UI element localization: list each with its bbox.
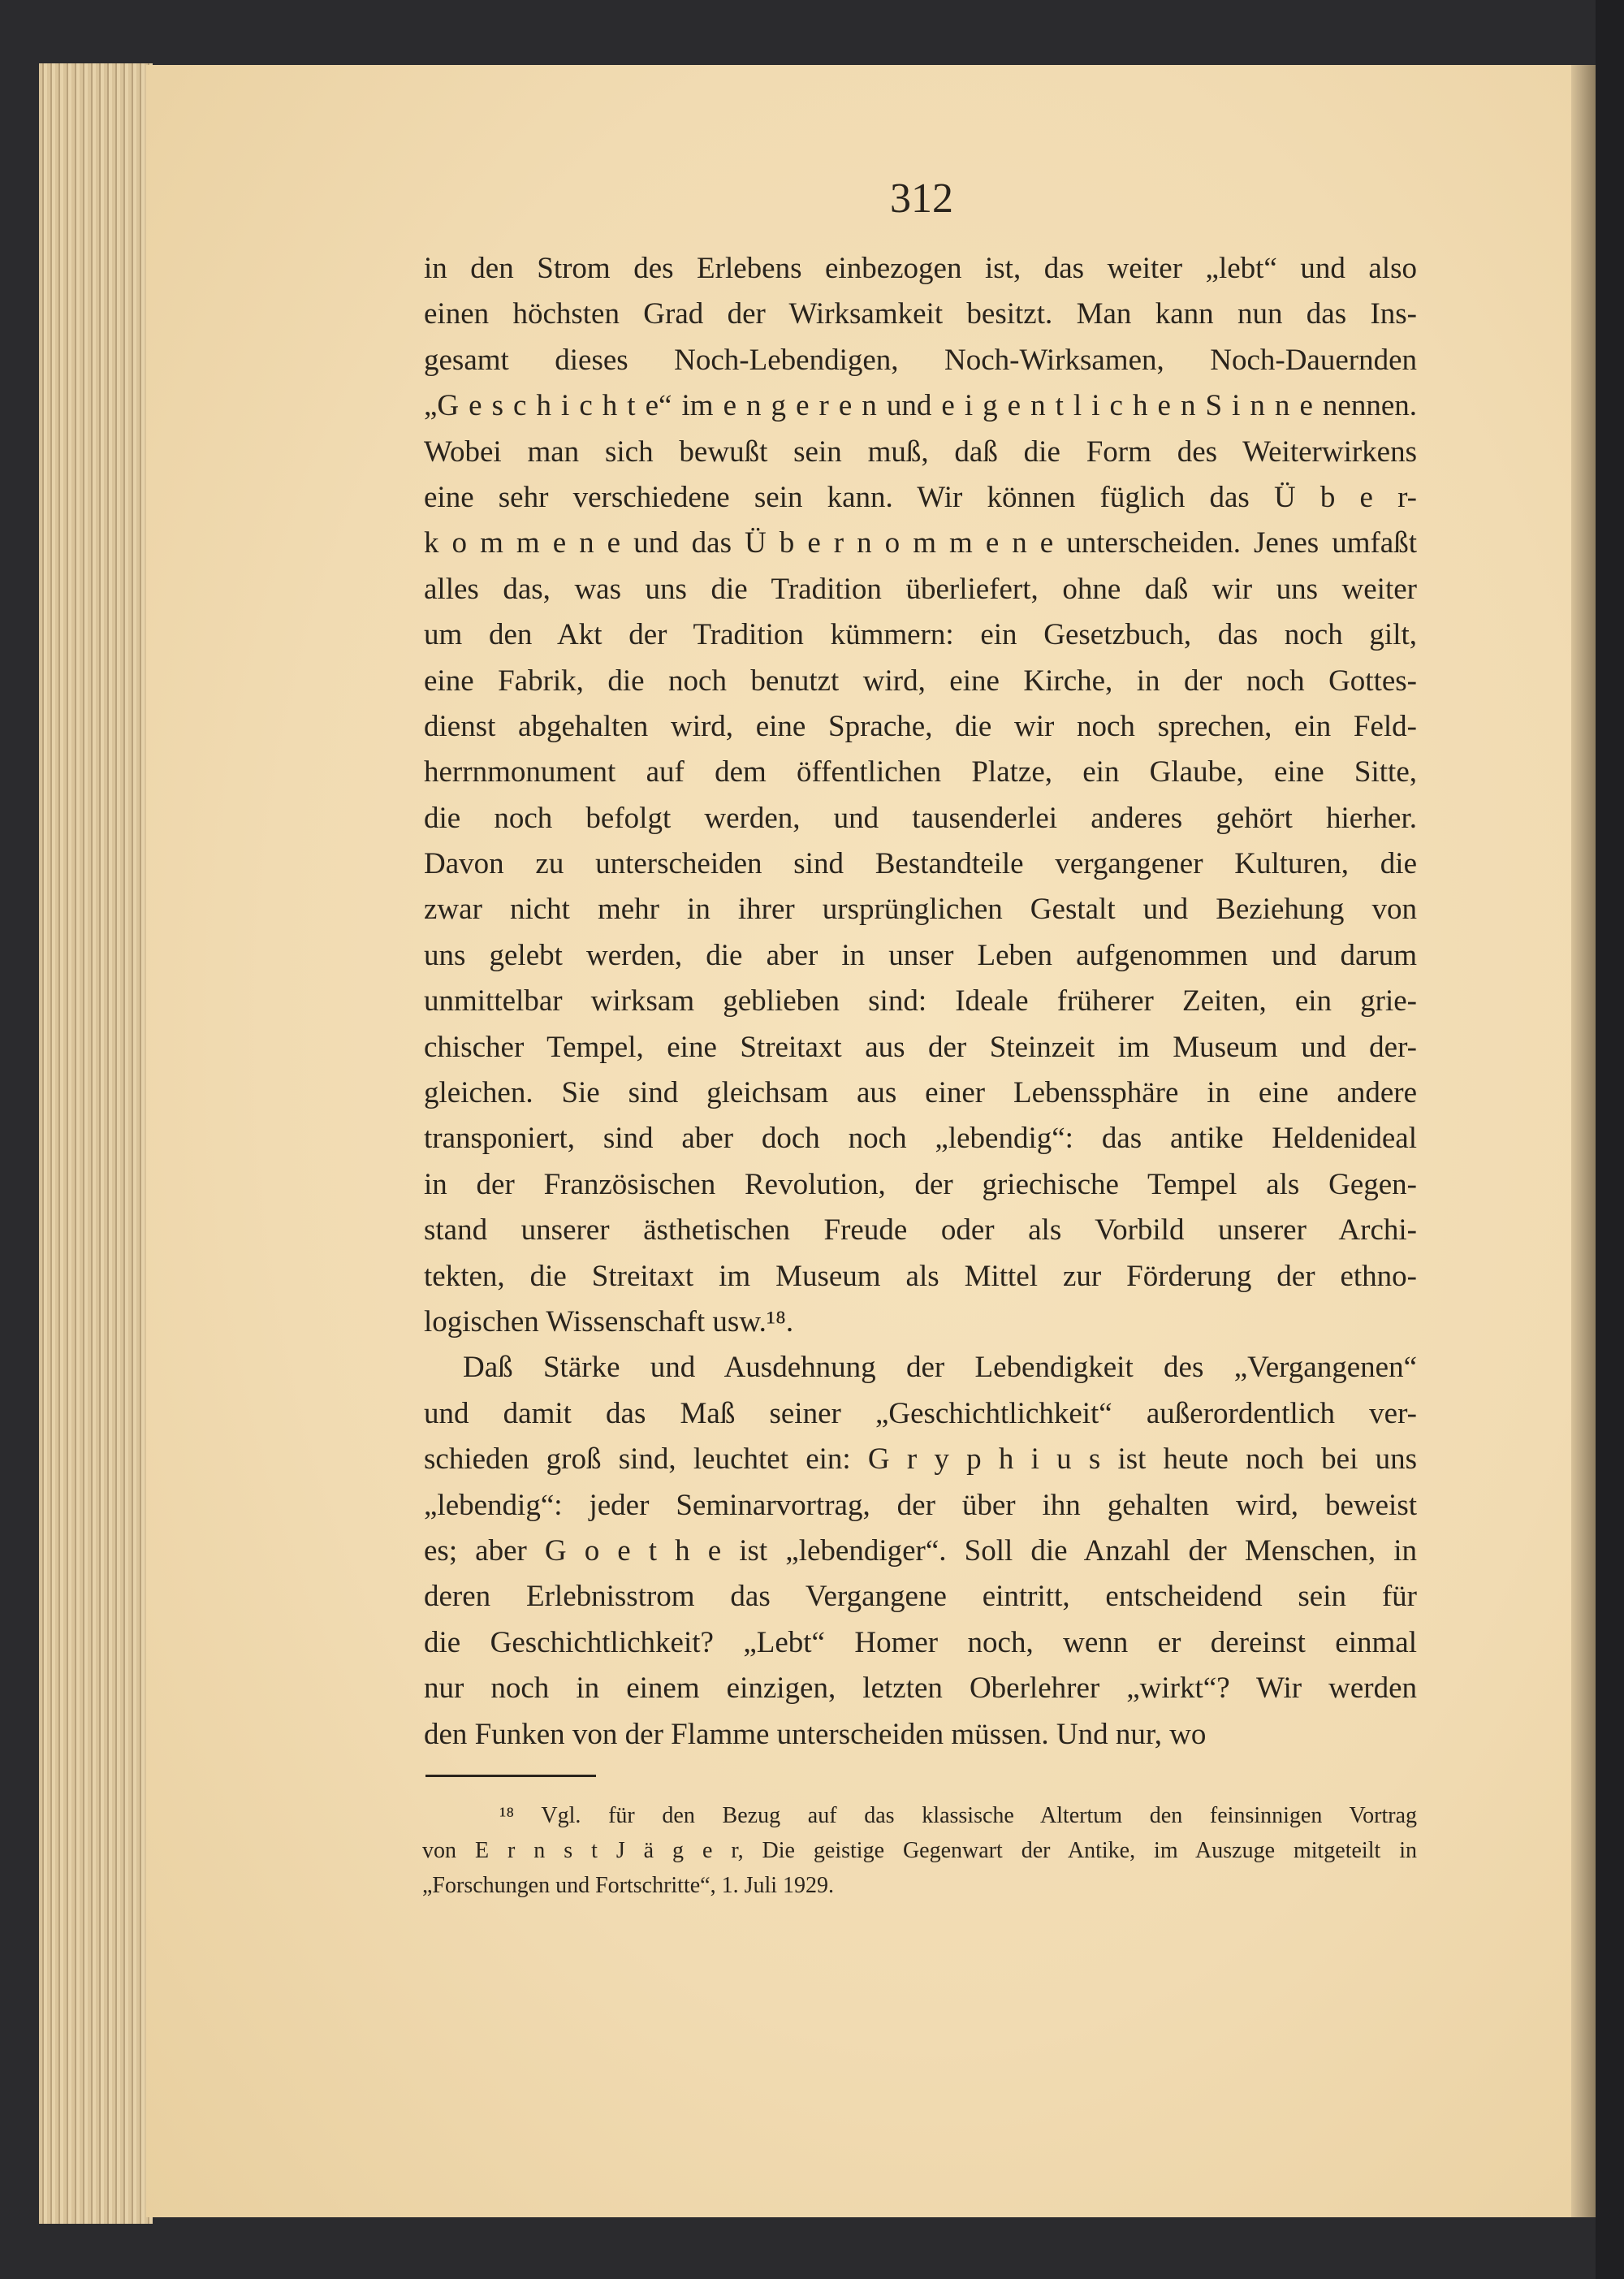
text-line: Wobei man sich bewußt sein muß, daß die Form des Weiterwirkens xyxy=(424,435,1417,469)
text-line: uns gelebt werden, die aber in unser Leben aufgenommen und darum xyxy=(424,938,1417,972)
footnote xyxy=(422,1798,1417,1903)
text-line: tekten, die Streitaxt im Museum als Mittel zur Förderung der ethno- xyxy=(424,1259,1417,1293)
book-gutter xyxy=(1571,65,1596,2217)
text-line: um den Akt der Tradition kümmern: ein Gesetzbuch, das noch gilt, xyxy=(424,618,1417,652)
text-line: einen höchsten Grad der Wirksamkeit besitzt. Man kann nun das Ins- xyxy=(424,297,1417,331)
text-line: den Funken von der Flamme unterscheiden müssen. Und nur, wo xyxy=(424,1717,1207,1751)
footnote-line: ¹⁸ Vgl. für den Bezug auf das klassische Altertum den feinsinnigen Vortrag xyxy=(499,1803,1417,1828)
text-line: gesamt dieses Noch-Lebendigen, Noch-Wirksamen, Noch-Dauernden xyxy=(424,343,1417,377)
text-line: es; aber G o e t h e ist „lebendiger“. Soll die Anzahl der Menschen, in xyxy=(424,1533,1417,1568)
text-line: gleichen. Sie sind gleichsam aus einer Lebenssphäre in eine andere xyxy=(424,1076,1417,1110)
text-line: chischer Tempel, eine Streitaxt aus der Steinzeit im Museum und der- xyxy=(424,1030,1417,1064)
text-line: und damit das Maß seiner „Geschichtlichkeit“ außerordentlich ver- xyxy=(424,1396,1417,1430)
text-line: nur noch in einem einzigen, letzten Oberlehrer „wirkt“? Wir werden xyxy=(424,1671,1417,1706)
text-line: deren Erlebnisstrom das Vergangene eintritt, entscheidend sein für xyxy=(424,1580,1417,1614)
text-line: dienst abgehalten wird, eine Sprache, die wir noch sprechen, ein Feld- xyxy=(424,709,1417,743)
text-line: „G e s c h i c h t e“ im e n g e r e n und e i g e n t l i c h e n S i n n e nennen. xyxy=(424,389,1417,423)
text-line: Davon zu unterscheiden sind Bestandteile vergangener Kulturen, die xyxy=(424,847,1417,881)
text-line: unmittelbar wirksam geblieben sind: Ideale früherer Zeiten, ein grie- xyxy=(424,984,1417,1018)
text-line: transponiert, sind aber doch noch „lebendig“: das antike Heldenideal xyxy=(424,1122,1417,1156)
text-line: „lebendig“: jeder Seminarvortrag, der über ihn gehalten wird, beweist xyxy=(424,1488,1417,1522)
text-line: eine sehr verschiedene sein kann. Wir können füglich das Ü b e r- xyxy=(424,480,1417,514)
text-line: in den Strom des Erlebens einbezogen ist, das weiter „lebt“ und also xyxy=(424,252,1417,285)
text-line: in der Französischen Revolution, der griechische Tempel als Gegen- xyxy=(424,1167,1417,1201)
body-text xyxy=(424,246,1417,1758)
footnote-rule xyxy=(425,1775,596,1777)
text-line: Daß Stärke und Ausdehnung der Lebendigkeit des „Vergangenen“ xyxy=(463,1351,1417,1385)
text-line: logischen Wissenschaft usw.¹⁸. xyxy=(424,1304,794,1338)
scan-background xyxy=(1596,0,1624,2279)
text-line: alles das, was uns die Tradition überliefert, ohne daß wir uns weiter xyxy=(424,572,1417,606)
text-line: k o m m e n e und das Ü b e r n o m m e n e unterscheiden. Jenes umfaßt xyxy=(424,526,1417,560)
text-line: zwar nicht mehr in ihrer ursprünglichen Gestalt und Beziehung von xyxy=(424,893,1417,927)
text-line: eine Fabrik, die noch benutzt wird, eine Kirche, in der noch Gottes- xyxy=(424,664,1417,698)
footnote-line: „Forschungen und Fortschritte“, 1. Juli 1929. xyxy=(422,1873,835,1898)
text-line: die Geschichtlichkeit? „Lebt“ Homer noch, wenn er dereinst einmal xyxy=(424,1625,1417,1659)
text-line: schieden groß sind, leuchtet ein: G r y p h i u s ist heute noch bei uns xyxy=(424,1442,1417,1477)
page-number: 312 xyxy=(890,175,953,222)
text-line: herrnmonument auf dem öffentlichen Platze, ein Glaube, eine Sitte, xyxy=(424,755,1417,789)
text-line: die noch befolgt werden, und tausenderlei anderes gehört hierher. xyxy=(424,801,1417,835)
footnote-line: von E r n s t J ä g e r, Die geistige Gegenwart der Antike, im Auszuge mitgeteilt in xyxy=(422,1838,1417,1863)
text-line: stand unserer ästhetischen Freude oder als Vorbild unserer Archi- xyxy=(424,1213,1417,1248)
page-edges xyxy=(39,63,153,2224)
